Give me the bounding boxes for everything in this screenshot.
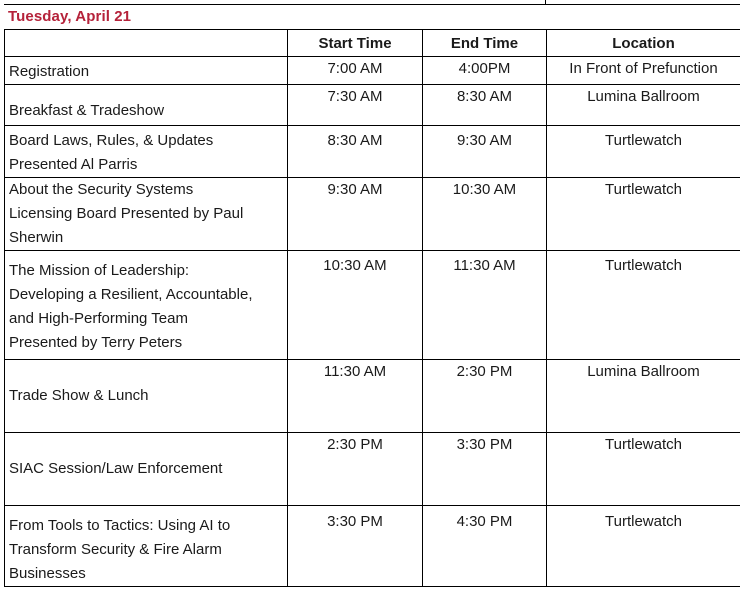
table-row [5, 57, 740, 85]
header-location: Location [547, 30, 740, 57]
session-cell: Trade Show & Lunch [5, 360, 288, 433]
table-row [5, 178, 740, 251]
header-end-time: End Time [423, 30, 547, 57]
session-cell: About the Security Systems Licensing Board Presented by Paul Sherwin [5, 178, 288, 251]
end-time-cell: 9:30 AM [423, 126, 547, 178]
table-row [5, 506, 740, 587]
end-time-cell: 4:30 PM [423, 506, 547, 587]
start-time-cell: 11:30 AM [288, 360, 423, 433]
end-time-cell: 10:30 AM [423, 178, 547, 251]
location-cell: Turtlewatch [547, 251, 740, 360]
start-time-cell: 3:30 PM [288, 506, 423, 587]
session-cell: From Tools to Tactics: Using AI to Transform Security & Fire Alarm Businesses [5, 506, 288, 587]
location-cell: In Front of Prefunction [547, 57, 740, 85]
top-rule-tick [545, 0, 546, 5]
header-row [5, 30, 740, 57]
session-cell: The Mission of Leadership: Developing a Resilient, Accountable, and High-Performing Team Presented by Terry Peters [5, 251, 288, 360]
end-time-cell: 8:30 AM [423, 85, 547, 126]
end-time-cell: 3:30 PM [423, 433, 547, 506]
start-time-cell: 10:30 AM [288, 251, 423, 360]
location-cell: Turtlewatch [547, 126, 740, 178]
session-cell: Board Laws, Rules, & Updates Presented Al Parris [5, 126, 288, 178]
start-time-cell: 9:30 AM [288, 178, 423, 251]
table-row [5, 433, 740, 506]
session-cell: SIAC Session/Law Enforcement [5, 433, 288, 506]
day-heading: Tuesday, April 21 [8, 8, 132, 25]
header-session [5, 30, 288, 57]
end-time-cell: 11:30 AM [423, 251, 547, 360]
top-rule [4, 4, 740, 5]
table-row [5, 251, 740, 360]
table-row [5, 126, 740, 178]
end-time-cell: 2:30 PM [423, 360, 547, 433]
start-time-cell: 7:30 AM [288, 85, 423, 126]
schedule-table [4, 29, 740, 587]
location-cell: Turtlewatch [547, 433, 740, 506]
session-cell: Registration [5, 57, 288, 85]
session-cell: Breakfast & Tradeshow [5, 85, 288, 126]
start-time-cell: 2:30 PM [288, 433, 423, 506]
header-start-time: Start Time [288, 30, 423, 57]
location-cell: Turtlewatch [547, 506, 740, 587]
location-cell: Turtlewatch [547, 178, 740, 251]
location-cell: Lumina Ballroom [547, 85, 740, 126]
start-time-cell: 8:30 AM [288, 126, 423, 178]
table-row [5, 85, 740, 126]
table-row [5, 360, 740, 433]
start-time-cell: 7:00 AM [288, 57, 423, 85]
location-cell: Lumina Ballroom [547, 360, 740, 433]
end-time-cell: 4:00PM [423, 57, 547, 85]
